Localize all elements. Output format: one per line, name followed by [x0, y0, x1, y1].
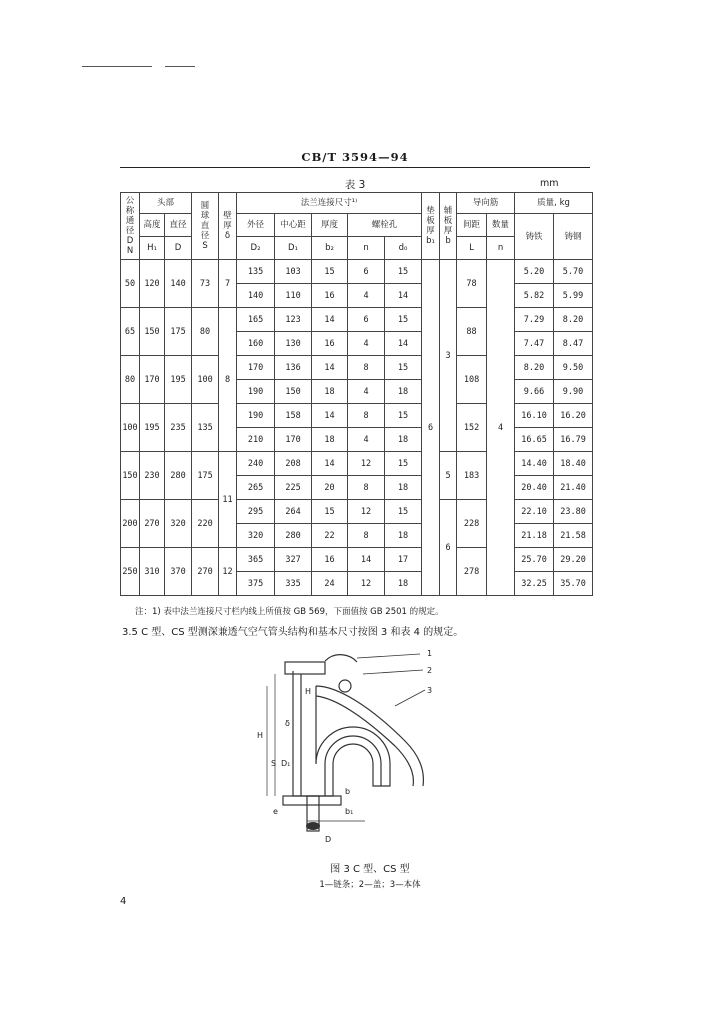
cell-bolt-count: 4 [348, 428, 385, 452]
header-symbol: n [487, 237, 515, 260]
cell-dn: 250 [121, 548, 140, 596]
cell-bolt-count: 4 [348, 332, 385, 356]
dimension-lines [267, 674, 275, 796]
cell-mass-caststeel: 8.20 [554, 308, 593, 332]
header-head-height: 高度 [140, 214, 165, 237]
cell-bolt-diameter: 15 [385, 452, 422, 476]
pipe-section-fill [306, 822, 320, 830]
cell-mass-castiron: 7.47 [515, 332, 554, 356]
cell-mass-caststeel: 5.70 [554, 260, 593, 284]
cell-dn: 80 [121, 356, 140, 404]
table-row [121, 404, 593, 428]
cell-flange-pcd: 103 [275, 260, 312, 284]
dimension-label-h1: H [305, 687, 312, 696]
figure-caption: 图 3 C 型、CS 型 [330, 864, 410, 875]
cell-head-diameter: 140 [165, 260, 192, 308]
cell-bolt-count: 12 [348, 452, 385, 476]
cell-mass-caststeel: 35.70 [554, 572, 593, 596]
cell-flange-pcd: 130 [275, 332, 312, 356]
cell-bolt-count: 8 [348, 524, 385, 548]
header-flange: 法兰连接尺寸¹⁾ [237, 193, 422, 214]
cell-mass-caststeel: 18.40 [554, 452, 593, 476]
cell-head-diameter: 175 [165, 308, 192, 356]
cell-flange-od: 190 [237, 404, 275, 428]
cell-flange-od: 320 [237, 524, 275, 548]
cell-mass-castiron: 5.20 [515, 260, 554, 284]
clause-3-5: 3.5 C 型、CS 型测深兼透气空气管头结构和基本尺寸按图 3 和表 4 的规定。 [122, 627, 464, 638]
header-rib: 辅板厚 b [440, 193, 457, 260]
cell-dn: 200 [121, 500, 140, 548]
table-row [121, 260, 593, 284]
cell-bolt-diameter: 14 [385, 284, 422, 308]
header-symbol: b₂ [312, 237, 348, 260]
cell-flange-od: 135 [237, 260, 275, 284]
cell-mass-caststeel: 9.90 [554, 380, 593, 404]
cell-bolt-count: 6 [348, 260, 385, 284]
cell-bolt-count: 12 [348, 500, 385, 524]
cell-mass-castiron: 14.40 [515, 452, 554, 476]
header-symbol: L [457, 237, 487, 260]
cell-head-height: 270 [140, 500, 165, 548]
header-flange-pcd: 中心距 [275, 214, 312, 237]
header-head: 头部 [140, 193, 192, 214]
cell-guide-distance: 78 [457, 260, 487, 308]
cell-head-diameter: 235 [165, 404, 192, 452]
cell-bolt-diameter: 15 [385, 308, 422, 332]
cell-guide-distance: 278 [457, 548, 487, 596]
cell-mass-caststeel: 16.20 [554, 404, 593, 428]
cell-bolt-diameter: 15 [385, 356, 422, 380]
header-symbol: D₁ [275, 237, 312, 260]
dimension-label-h: H [257, 731, 264, 740]
dimension-label-b1: b₁ [345, 807, 354, 816]
cell-cylinder: 270 [192, 548, 219, 596]
cell-flange-od: 295 [237, 500, 275, 524]
cell-mass-castiron: 22.10 [515, 500, 554, 524]
cell-flange-pcd: 208 [275, 452, 312, 476]
cell-bolt-diameter: 18 [385, 476, 422, 500]
header-symbol: d₀ [385, 237, 422, 260]
cell-mass-castiron: 16.65 [515, 428, 554, 452]
header-wall: 壁厚 δ [219, 193, 237, 260]
cell-flange-od: 165 [237, 308, 275, 332]
cell-bolt-count: 4 [348, 380, 385, 404]
cell-flange-od: 240 [237, 452, 275, 476]
cell-cylinder: 73 [192, 260, 219, 308]
cell-mass-caststeel: 21.40 [554, 476, 593, 500]
cell-head-height: 195 [140, 404, 165, 452]
header-mass-castiron: 铸铁 [515, 214, 554, 260]
cell-bolt-count: 6 [348, 308, 385, 332]
cell-dn: 100 [121, 404, 140, 452]
header-dn: 公称通径 DN [121, 193, 140, 260]
cell-mass-caststeel: 29.20 [554, 548, 593, 572]
cell-guide-count: 4 [487, 260, 515, 596]
cell-mass-castiron: 20.40 [515, 476, 554, 500]
header-head-diameter: 直径 [165, 214, 192, 237]
cell-flange-pcd: 110 [275, 284, 312, 308]
cell-flange-thickness: 18 [312, 428, 348, 452]
cell-mass-castiron: 25.70 [515, 548, 554, 572]
cell-mass-caststeel: 16.79 [554, 428, 593, 452]
cell-bolt-count: 8 [348, 404, 385, 428]
cell-rib: 3 [440, 260, 457, 452]
cell-dn: 65 [121, 308, 140, 356]
table-row [121, 500, 593, 524]
cell-wall: 7 [219, 260, 237, 308]
cell-flange-thickness: 14 [312, 308, 348, 332]
cell-dn: 50 [121, 260, 140, 308]
figure-legend: 1—链条；2—盖；3—本体 [319, 880, 421, 890]
cell-bolt-diameter: 15 [385, 500, 422, 524]
cell-bolt-diameter: 18 [385, 572, 422, 596]
header-symbol: D [165, 237, 192, 260]
cell-mass-castiron: 8.20 [515, 356, 554, 380]
cell-gasket: 6 [422, 260, 440, 596]
cell-flange-od: 365 [237, 548, 275, 572]
header-gasket: 垫板厚 b₁ [422, 193, 440, 260]
cell-flange-thickness: 16 [312, 284, 348, 308]
cell-flange-od: 140 [237, 284, 275, 308]
cell-head-diameter: 280 [165, 452, 192, 500]
cell-flange-pcd: 158 [275, 404, 312, 428]
leader-label-3: 3 [427, 686, 433, 695]
cell-wall: 12 [219, 548, 237, 596]
cell-mass-caststeel: 23.80 [554, 500, 593, 524]
standard-code: CB/T 3594—94 [301, 150, 409, 164]
chain-ring-icon [339, 680, 351, 692]
cell-flange-pcd: 170 [275, 428, 312, 452]
dimension-label-e: e [273, 807, 278, 816]
cell-bolt-count: 14 [348, 548, 385, 572]
cell-cylinder: 80 [192, 308, 219, 356]
cell-flange-pcd: 150 [275, 380, 312, 404]
cell-rib: 5 [440, 452, 457, 500]
header-guide-distance: 间距 [457, 214, 487, 237]
cell-mass-castiron: 32.25 [515, 572, 554, 596]
cell-bolt-count: 8 [348, 356, 385, 380]
cell-bolt-count: 8 [348, 476, 385, 500]
cell-flange-od: 160 [237, 332, 275, 356]
header-bolt-holes: 螺栓孔 [348, 214, 422, 237]
cell-mass-caststeel: 5.99 [554, 284, 593, 308]
header-mass: 质量, kg [515, 193, 593, 214]
cell-flange-od: 190 [237, 380, 275, 404]
cell-flange-thickness: 16 [312, 332, 348, 356]
table-row [121, 452, 593, 476]
cell-guide-distance: 108 [457, 356, 487, 404]
header-symbol: n [348, 237, 385, 260]
scan-mark [82, 66, 152, 67]
header-symbol: H₁ [140, 237, 165, 260]
table-row [121, 308, 593, 332]
cell-mass-castiron: 21.18 [515, 524, 554, 548]
leader-lines [357, 654, 425, 706]
cell-bolt-diameter: 18 [385, 428, 422, 452]
cell-mass-caststeel: 8.47 [554, 332, 593, 356]
cell-guide-distance: 228 [457, 500, 487, 548]
cell-bolt-diameter: 14 [385, 332, 422, 356]
base-flange [283, 796, 341, 805]
cell-bolt-count: 4 [348, 284, 385, 308]
chain-icon [325, 655, 357, 662]
cell-mass-caststeel: 9.50 [554, 356, 593, 380]
leader-label-2: 2 [427, 666, 433, 675]
table-row [121, 548, 593, 572]
cell-flange-thickness: 24 [312, 572, 348, 596]
leader-label-1: 1 [427, 649, 433, 658]
cell-bolt-diameter: 17 [385, 548, 422, 572]
cell-head-height: 170 [140, 356, 165, 404]
cell-bolt-diameter: 15 [385, 260, 422, 284]
cell-flange-thickness: 18 [312, 380, 348, 404]
cell-rib: 6 [440, 500, 457, 596]
table-unit: mm [540, 178, 559, 189]
cell-bolt-count: 12 [348, 572, 385, 596]
cell-dn: 150 [121, 452, 140, 500]
cell-wall: 8 [219, 308, 237, 452]
hood-arc-inner [316, 696, 413, 786]
cell-mass-castiron: 7.29 [515, 308, 554, 332]
header-mass-caststeel: 铸钢 [554, 214, 593, 260]
cell-mass-caststeel: 21.58 [554, 524, 593, 548]
cell-flange-pcd: 327 [275, 548, 312, 572]
cell-flange-thickness: 22 [312, 524, 348, 548]
cell-head-diameter: 370 [165, 548, 192, 596]
cell-bolt-diameter: 18 [385, 380, 422, 404]
cell-flange-pcd: 264 [275, 500, 312, 524]
header-cylinder: 圆球直径 S [192, 193, 219, 260]
table-row [121, 356, 593, 380]
spec-table [120, 192, 593, 596]
cell-guide-distance: 183 [457, 452, 487, 500]
cell-mass-castiron: 9.66 [515, 380, 554, 404]
scan-mark [165, 66, 195, 67]
cell-flange-pcd: 225 [275, 476, 312, 500]
cell-bolt-diameter: 15 [385, 404, 422, 428]
cell-flange-od: 375 [237, 572, 275, 596]
header-flange-thickness: 厚度 [312, 214, 348, 237]
cell-head-diameter: 195 [165, 356, 192, 404]
cell-flange-thickness: 16 [312, 548, 348, 572]
page-number: 4 [120, 896, 127, 907]
cell-head-height: 230 [140, 452, 165, 500]
cell-flange-od: 210 [237, 428, 275, 452]
cell-flange-pcd: 280 [275, 524, 312, 548]
cell-flange-thickness: 14 [312, 356, 348, 380]
cell-flange-od: 170 [237, 356, 275, 380]
cell-flange-thickness: 20 [312, 476, 348, 500]
cell-cylinder: 220 [192, 500, 219, 548]
cell-bolt-diameter: 18 [385, 524, 422, 548]
cell-head-height: 120 [140, 260, 165, 308]
dimension-label-d1: D₁ [281, 759, 291, 768]
cell-cylinder: 100 [192, 356, 219, 404]
cover-plate [285, 662, 325, 674]
pipe-head-drawing [245, 646, 445, 851]
cell-guide-distance: 88 [457, 308, 487, 356]
cell-wall: 11 [219, 452, 237, 548]
table-title: 表 3 [344, 179, 366, 191]
header-guide-count: 数量 [487, 214, 515, 237]
cell-flange-thickness: 15 [312, 500, 348, 524]
dimension-label-s: S [271, 759, 277, 768]
header-symbol: D₂ [237, 237, 275, 260]
cell-flange-thickness: 14 [312, 452, 348, 476]
cell-mass-castiron: 16.10 [515, 404, 554, 428]
dimension-label-b: b [345, 787, 351, 796]
cell-cylinder: 175 [192, 452, 219, 500]
cell-guide-distance: 152 [457, 404, 487, 452]
header-guide: 导向筋 [457, 193, 515, 214]
cell-head-diameter: 320 [165, 500, 192, 548]
cell-flange-thickness: 15 [312, 260, 348, 284]
dimension-label-delta: δ [285, 719, 290, 728]
header-rule [120, 167, 590, 168]
cell-cylinder: 135 [192, 404, 219, 452]
cell-flange-thickness: 14 [312, 404, 348, 428]
dimension-label-d: D [325, 835, 332, 844]
table-footnote: 注：1) 表中法兰连接尺寸栏内线上所值按 GB 569，下面值按 GB 2501 的规定。 [135, 607, 444, 617]
cell-flange-pcd: 136 [275, 356, 312, 380]
cell-flange-pcd: 335 [275, 572, 312, 596]
cell-head-height: 310 [140, 548, 165, 596]
cell-head-height: 150 [140, 308, 165, 356]
cell-flange-pcd: 123 [275, 308, 312, 332]
cell-flange-od: 265 [237, 476, 275, 500]
header-flange-od: 外径 [237, 214, 275, 237]
cell-mass-castiron: 5.82 [515, 284, 554, 308]
